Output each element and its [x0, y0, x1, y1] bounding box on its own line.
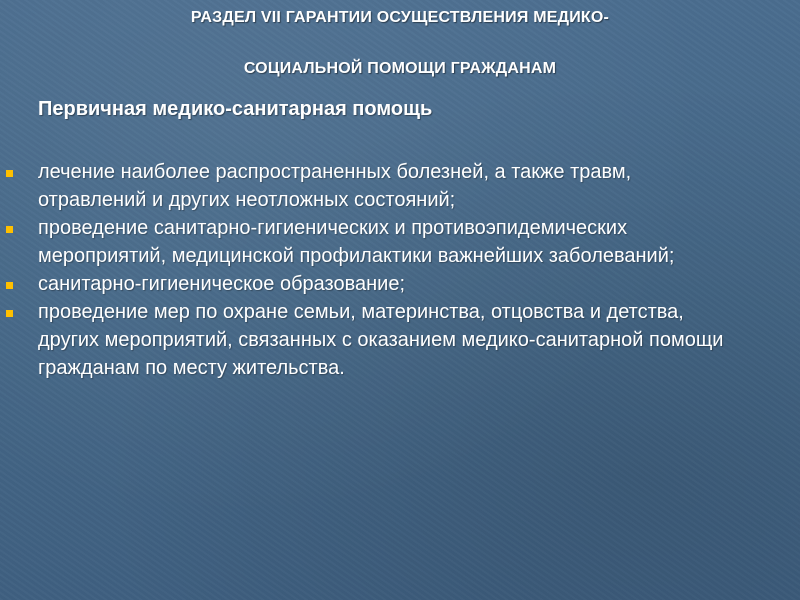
square-bullet-icon	[6, 282, 13, 289]
slide-title-line-2: СОЦИАЛЬНОЙ ПОМОЩИ ГРАЖДАНАМ	[243, 60, 557, 77]
bullet-list	[0, 158, 740, 382]
square-bullet-icon	[6, 310, 13, 317]
slide-title-line-1: РАЗДЕЛ VII ГАРАНТИИ ОСУЩЕСТВЛЕНИЯ МЕДИКО-	[190, 9, 610, 26]
slide-subtitle: Первичная медико-санитарная помощь	[38, 98, 433, 120]
square-bullet-icon	[6, 226, 13, 233]
bullet-item	[0, 270, 740, 298]
bullet-item	[0, 158, 740, 214]
bullet-text: лечение наиболее распространенных болезней, а также травм, отравлений и других неотложных состояний;	[38, 161, 632, 211]
square-bullet-icon	[6, 170, 13, 177]
bullet-item	[0, 298, 740, 382]
bullet-text: проведение мер по охране семьи, материнства, отцовства и детства, других мероприятий, связанных с оказанием медико-санитарной помощи гражданам по месту жительства.	[38, 301, 724, 379]
bullet-text: проведение санитарно-гигиенических и противоэпидемических мероприятий, медицинской профилактики важнейших заболеваний;	[38, 217, 675, 267]
bullet-text: санитарно-гигиеническое образование;	[38, 273, 406, 295]
bullet-item	[0, 214, 740, 270]
